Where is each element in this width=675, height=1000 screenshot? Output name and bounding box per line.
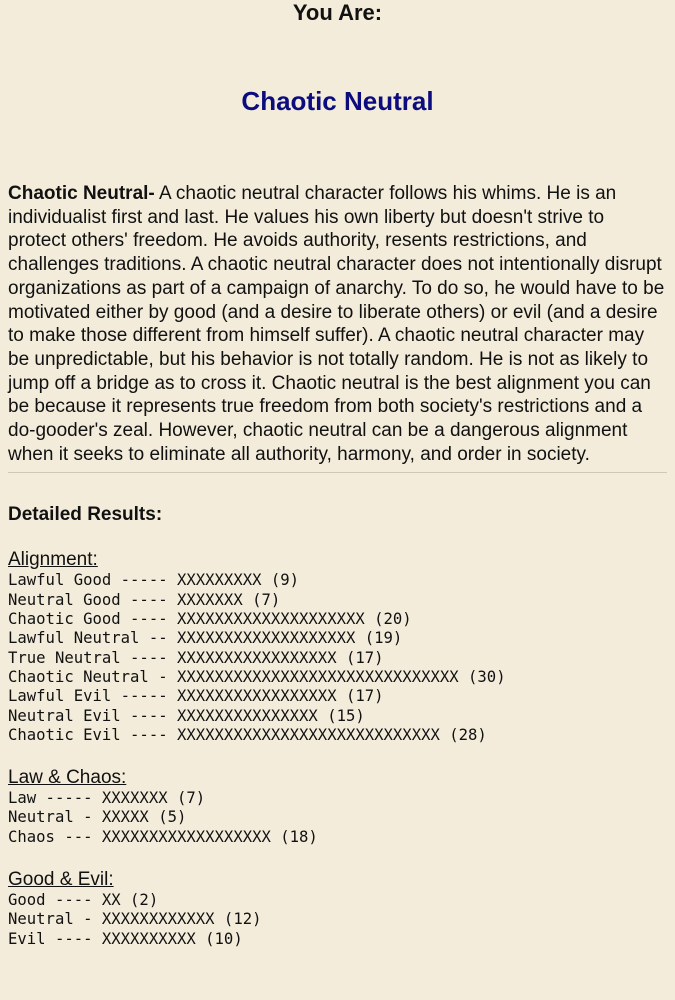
result-alignment-title: Chaotic Neutral bbox=[241, 86, 434, 116]
description-term: Chaotic Neutral- bbox=[8, 183, 155, 204]
result-row: Chaotic Neutral - XXXXXXXXXXXXXXXXXXXXXXXXXXXXXX (30) bbox=[8, 667, 506, 686]
result-row: Neutral - XXXXXXXXXXXX (12) bbox=[8, 910, 262, 929]
result-row: Neutral - XXXXX (5) bbox=[8, 808, 187, 827]
results-section bbox=[8, 869, 667, 949]
alignment-description bbox=[8, 182, 667, 466]
result-row: Good ---- XX (2) bbox=[8, 891, 159, 909]
results-section bbox=[8, 549, 667, 745]
result-row: Lawful Evil ----- XXXXXXXXXXXXXXXXX (17) bbox=[8, 687, 384, 706]
results-section bbox=[8, 767, 667, 847]
you-are-heading: You Are: bbox=[292, 0, 383, 25]
section-title: Law & Chaos: bbox=[8, 767, 127, 789]
result-row: Lawful Good ----- XXXXXXXXX (9) bbox=[8, 571, 300, 590]
detailed-results-heading: Detailed Results: bbox=[8, 504, 163, 526]
result-row: Law ----- XXXXXXX (7) bbox=[8, 789, 206, 808]
result-row: True Neutral ---- XXXXXXXXXXXXXXXXX (17) bbox=[8, 648, 384, 667]
result-row: Lawful Neutral -- XXXXXXXXXXXXXXXXXXX (19) bbox=[8, 629, 403, 648]
result-row: Neutral Good ---- XXXXXXX (7) bbox=[8, 590, 281, 609]
result-row: Neutral Evil ---- XXXXXXXXXXXXXXX (15) bbox=[8, 706, 365, 725]
section-title: Good & Evil: bbox=[8, 869, 114, 890]
result-row: Chaos --- XXXXXXXXXXXXXXXXXX (18) bbox=[8, 827, 318, 846]
description-text: A chaotic neutral character follows his whims. He is an individualist first and last. He values his own liberty but doesn't strive to protect others' freedom. He avoids authority, resents restrictions, and challenges traditions. A chaotic neutral character does not intentionally disrupt organizations as part of a campaign of anarchy. To do so, he would have to be motivated either by good (and a desire to liberate others) or evil (and a desire to make those different from himself suffer). A chaotic neutral character may be unpredictable, but his behavior is not totally random. He is not as likely to jump off a bridge as to cross it. Chaotic neutral is the best alignment you can be because it represents true freedom from both society's restrictions and a do-gooder's zeal. However, chaotic neutral can be a dangerous alignment when it seeks to eliminate all authority, harmony, and order in society. bbox=[8, 183, 665, 465]
result-row: Chaotic Evil ---- XXXXXXXXXXXXXXXXXXXXXXXXXXXX (28) bbox=[8, 725, 487, 744]
divider bbox=[8, 472, 667, 473]
results-sections bbox=[8, 549, 667, 948]
result-row: Evil ---- XXXXXXXXXX (10) bbox=[8, 929, 243, 948]
result-row: Chaotic Good ---- XXXXXXXXXXXXXXXXXXXX (20) bbox=[8, 610, 412, 629]
section-title: Alignment: bbox=[8, 549, 98, 571]
